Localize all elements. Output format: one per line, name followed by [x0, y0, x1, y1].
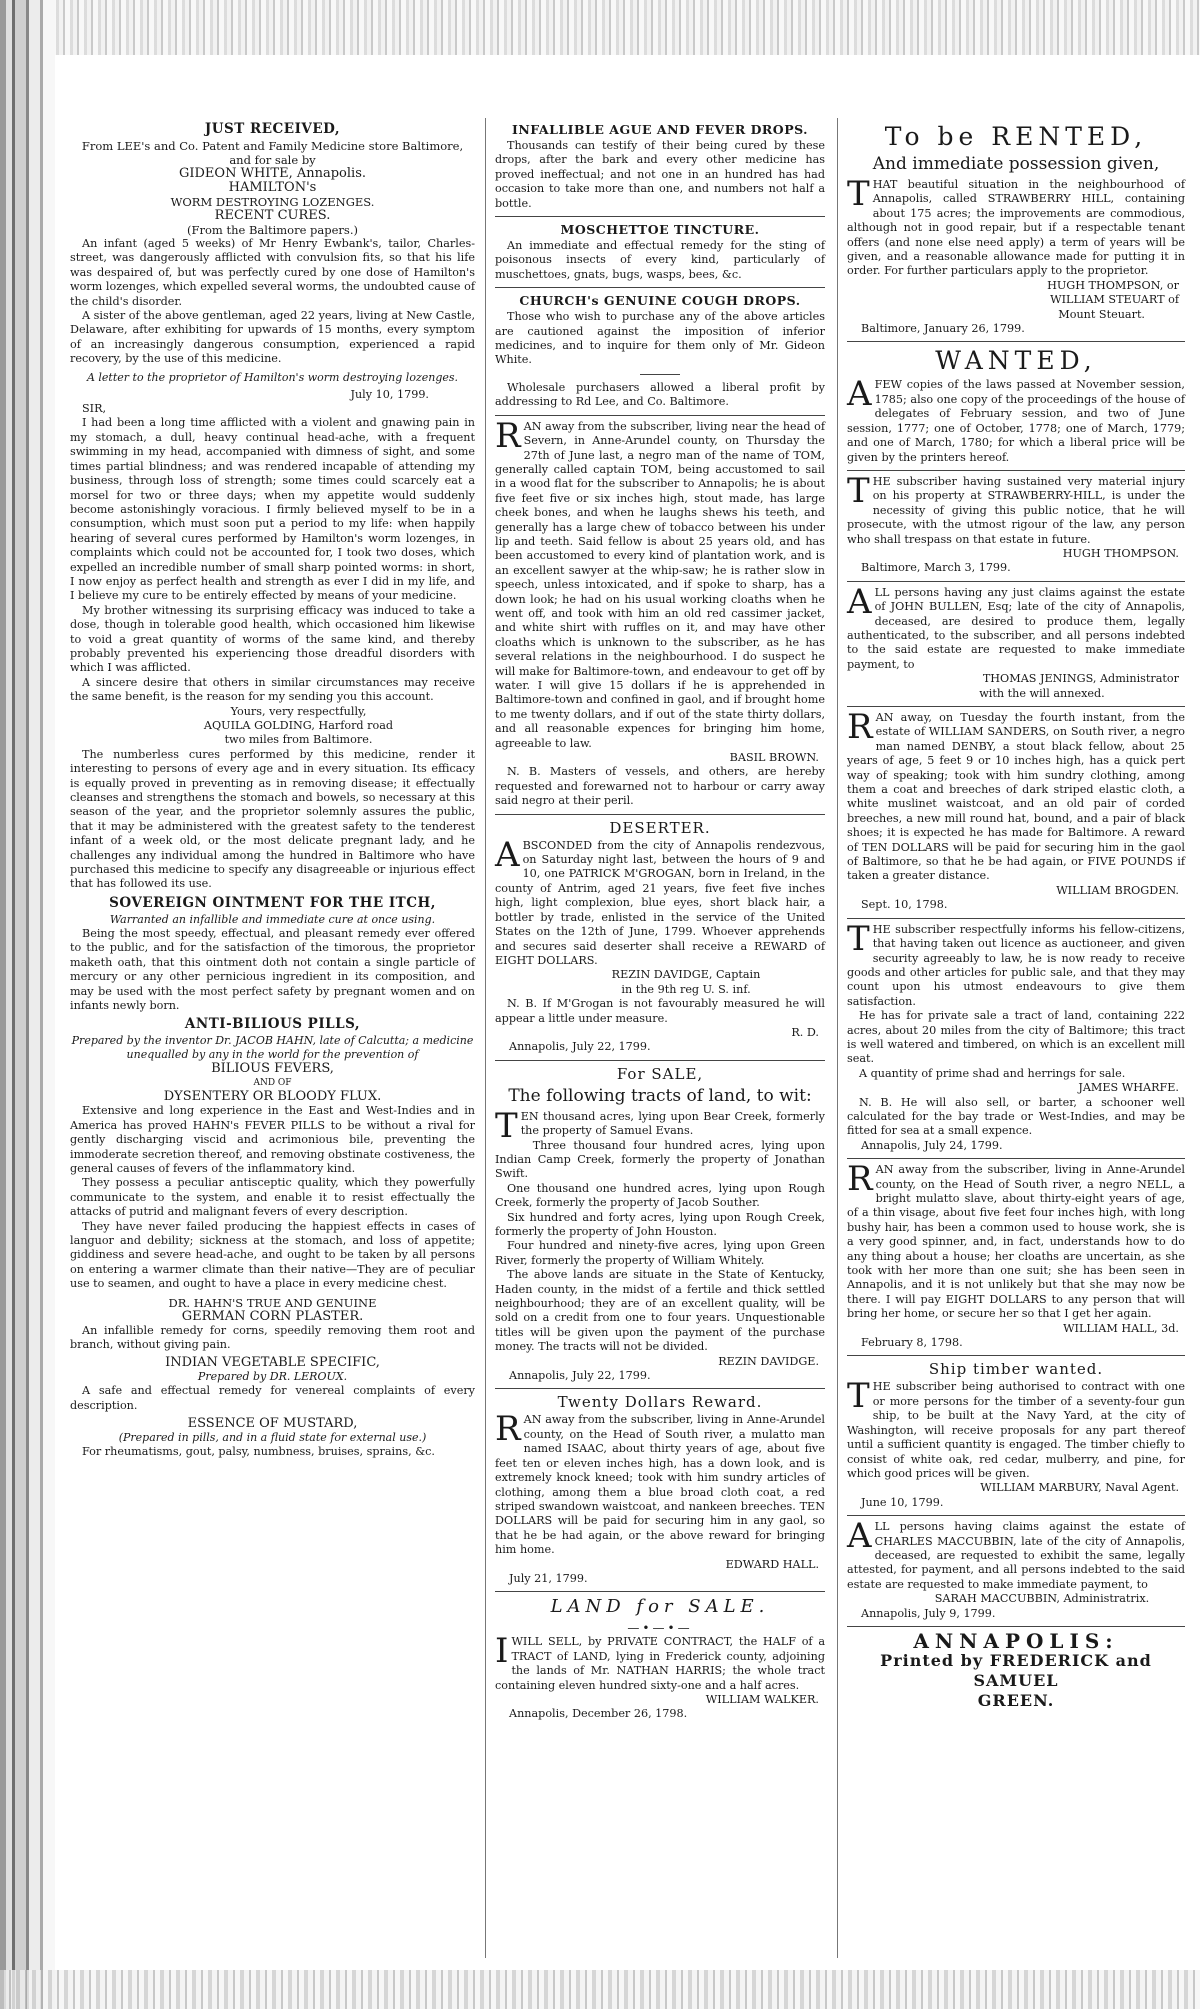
ad-heading-pills: ANTI-BILIOUS PILLS, [184, 1016, 361, 1033]
letter-address: two miles from Baltimore. [224, 733, 373, 747]
ad-paragraph: A sister of the above gentleman, aged 22 years, living at New Castle, Delaware, after exhibiting for upwards of 15 months, every symptom of an increasingly dangerous consumption, experienced a rapid recovery, by the use of this medicine. [70, 309, 475, 366]
ad-subheading: AND OF [253, 1078, 292, 1089]
ad-subheading: DYSENTERY OR BLOODY FLUX. [163, 1089, 382, 1105]
ad-tagline: Prepared by DR. LEROUX. [197, 1370, 348, 1384]
column-2 [495, 118, 825, 1722]
divider [495, 415, 825, 416]
ad-paragraph: The numberless cures performed by this medicine, render it interesting to persons of every age and in every situation. Its efficacy is equally proved in preventing as in removing disease; it effectually cleanses and strengthens the stomach and bowels, so necessary at this season of the year, and the proprietor solemnly assures the public, that it may be administered with the greatest safety to the tenderest infant of a week old, or the most delicate pregnant lady, and he challenges any individual among the hundred in Baltimore who have purchased this medicine to specify any disagreeable or injurious effect that has followed its use. [70, 747, 475, 891]
trespass-notice: THE subscriber having sustained very material injury on his property at STRAWBERRY-HILL, is under the necessity of giving this public notice, that he will prosecute, with the utmost rigour of the law, any person who shall trespass on that estate in future. [847, 470, 1185, 546]
notice-date: Annapolis, July 22, 1799. [509, 1040, 651, 1054]
ad-heading-ague-drops: INFALLIBLE AGUE AND FEVER DROPS. [511, 122, 809, 137]
letter-paragraph: I had been a long time afflicted with a violent and gnawing pain in my stomach, a dull, heavy continual head-ache, with a frequent swimming in my head, accompanied with dimness of sight, and some times partial blindness; and was rendered incapable of attending my business, through loss of strength; some times could scarcely eat a morsel for two or three days; when my appetite would suddenly become astonishingly voracious. I firmly believed myself to be in a consumption, which must soon put a period to my life: when happily hearing of several cures performed by Hamilton's worm lozenges, in complaints which could not be accounted for, I took two doses, which expelled an incredible number of small sharp pointed worms: in short, I now enjoy as perfect health and strength as ever I did in my life, and I believe my cure to be entirely effected by means of your medicine. [70, 416, 475, 603]
letter-paragraph: My brother witnessing its surprising efficacy was induced to take a dose, though in tolerable good health, which occasioned him likewise to void a great quantity of worms of the same kind, and thereby probably prevented his experiencing those dreadful disorders with which I was afflicted. [70, 603, 475, 675]
letter-salutation: SIR, [82, 402, 107, 416]
notice-signature: WILLIAM HALL, 3d. [1063, 1321, 1179, 1335]
ad-paragraph: An infant (aged 5 weeks) of Mr Henry Ewbank's, tailor, Charles-street, was dangerously afflicted with convulsion fits, so that his life was despaired of, but was perfectly cured by one dose of Hamilton's worm lozenges, which expelled several worms, the undoubted cause of the child's disorder. [70, 237, 475, 308]
land-notice: IWILL SELL, by PRIVATE CONTRACT, the HALF of a TRACT of LAND, lying in Frederick county, adjoining the lands of Mr. NATHAN HARRIS; the whole tract containing eleven hundred sixty-one and a half acres. [495, 1631, 825, 1692]
runaway-notice: RAN away from the subscriber, living near the head of Severn, in Anne-Arundel county, on Thursday the 27th of June last, a negro man of the name of TOM, generally called captain TOM, being accustomed to sail in a wood flat for the subscriber to Annapolis; he is about five feet five or six inches high, stout made, has large cheek bones, and when he laughs shews his teeth, and generally has a large chew of tobacco between his under lip and teeth. Said fellow is about 25 years old, and has been accustomed to every kind of plantation work, and is an excellent sawyer at the whip-saw; he is rather slow in speech, unless intoxicated, and if spoke to sharp, has a down look; he had on his usual working cloaths when he went off, and took with him an old red cassimer jacket, and white shirt with ruffles on it, and may have other cloaths which is unknown to the subscriber, as he has several relations in the neighbourhood. I do suspect he will make for Baltimore-town, and endeavour to get off by water. I will give 15 dollars if he is apprehended in Baltimore-town and confined in gaol, and if brought home to me twenty dollars, and if out of the state thirty dollars, and all reasonable expences for bringing him home, agreeable to law. [495, 415, 825, 750]
notice-signature: REZIN DAVIDGE. [718, 1354, 819, 1368]
land-tract: Four hundred and ninety-five acres, lying upon Green River, formerly the property of William Whitely. [495, 1239, 825, 1267]
notice-nb: N. B. If M'Grogan is not favourably measured he will appear a little under measure. [495, 997, 825, 1025]
divider [847, 581, 1185, 582]
letter-heading: A letter to the proprietor of Hamilton's worm destroying lozenges. [86, 370, 459, 384]
ad-subheading: HAMILTON's [228, 180, 317, 195]
divider [847, 470, 1185, 471]
land-tract: Six hundred and forty acres, lying upon Rough Creek, formerly the property of John Houston. [495, 1210, 825, 1238]
ad-heading-tincture: MOSCHETTOE TINCTURE. [560, 222, 760, 238]
ad-heading-to-be-rented: To be RENTED, [884, 122, 1148, 151]
ad-paragraph: Those who wish to purchase any of the above articles are cautioned against the imposition of inferior medicines, and to inquire for them only of Mr. Gideon White. [495, 310, 825, 367]
notice-signature: EDWARD HALL. [725, 1557, 819, 1571]
divider [847, 1626, 1185, 1627]
notice-nb: N. B. Masters of vessels, and others, are hereby requested and forewarned not to harbour or carry away said negro at their peril. [495, 765, 825, 808]
rental-notice: THAT beautiful situation in the neighbourhood of Annapolis, called STRAWBERRY HILL, containing about 175 acres; the improvements are commodious, although not in good repair, but if a respectable tenant offers (and none else need apply) a term of years will be given, and a reasonable allowance made for putting it in order. For further particulars apply to the proprietor. [847, 174, 1185, 278]
notice-date: Sept. 10, 1798. [861, 898, 948, 912]
timber-notice: THE subscriber being authorised to contract with one or more persons for the timber of a seventy-four gun ship, to be built at the Navy Yard, at the city of Washington, will receive proposals for any part thereof until a sufficient quantity is engaged. The timber chiefly to consist of white oak, red cedar, mulberry, and pine, for which good prices will be given. [847, 1376, 1185, 1480]
ad-heading-just-received: JUST RECEIVED, [204, 121, 341, 137]
divider [847, 341, 1185, 342]
ad-tagline: (Prepared in pills, and in a fluid state for external use.) [118, 1431, 427, 1445]
notice-date: Annapolis, July 9, 1799. [861, 1606, 996, 1620]
ad-subheading: DR. HAHN'S TRUE AND GENUINE [168, 1295, 377, 1310]
notice-date: Annapolis, December 26, 1798. [509, 1707, 688, 1721]
runaway-notice: RAN away from the subscriber, living in Anne-Arundel county, on the Head of South river, a negro NELL, a bright mulatto slave, about thirty-eight years of age, of a thin visage, about five feet four inches high, with long bushy hair, has been a common used to house work, she is a very good spinner, and, in fact, understands how to do any thing about a house; her cloaths are uncertain, as she took with her more than one suit; she has been seen in Annapolis, and it is not unlikely but that she may now be there. I will pay EIGHT DOLLARS to any person that will bring her home, or secure her so that I get her again. [847, 1159, 1185, 1321]
notice-date: Annapolis, July 22, 1799. [509, 1369, 651, 1383]
column-rule-right [837, 118, 838, 1958]
ad-heading-ship-timber: Ship timber wanted. [928, 1360, 1104, 1379]
newspaper-page [60, 58, 1190, 1963]
notice-signature: Mount Steuart. [1058, 307, 1145, 321]
ad-heading-deserter: DESERTER. [609, 818, 711, 837]
letter-signature: AQUILA GOLDING, Harford road [203, 719, 394, 732]
scan-binding-edge [0, 0, 55, 2009]
imprint-printers: GREEN. [977, 1690, 1055, 1710]
notice-signature-title: in the 9th reg U. S. inf. [621, 982, 751, 996]
notice-signature: WILLIAM STEUART of [1050, 293, 1179, 307]
ad-paragraph: The above lands are situate in the State of Kentucky, Haden county, in the midst of a fertile and thick settled neighbourhood; they are of an excellent quality, will be sold on a credit from one to four years. Unquestionable titles will be given upon the payment of the purchase money. The tracts will not be divided. [495, 1268, 825, 1354]
runaway-notice: RAN away from the subscriber, living in Anne-Arundel county, on the Head of South river, a mulatto man named ISAAC, about thirty years of age, about five feet ten or eleven inches high, has a down look, and is extremely knock kneed; took with him sundry articles of clothing, among them a blue broad cloth coat, a red striped swandown waistcoat, and nankeen breeches. TEN DOLLARS will be paid for securing him in any gaol, so that he be had again, or the above reward for bringing him home. [495, 1409, 825, 1557]
estate-notice: ALL persons having claims against the estate of CHARLES MACCUBBIN, late of the city of Annapolis, deceased, are requested to exhibit the same, legally attested, for payment, and all persons indebted to the said estate are requested to make immediate payment, to [847, 1516, 1185, 1591]
estate-notice: ALL persons having any just claims against the estate of JOHN BULLEN, Esq; late of the city of Annapolis, deceased, are desired to produce them, legally authenticated, to the subscriber, and all persons indebted to the said estate are requested to make immediate payment, to [847, 581, 1185, 671]
ad-subheading: GERMAN CORN PLASTER. [181, 1308, 364, 1324]
ad-paragraph: A quantity of prime shad and herrings for sale. [859, 1066, 1126, 1080]
deserter-notice: ABSCONDED from the city of Annapolis rendezvous, on Saturday night last, between the hours of 9 and 10, one PATRICK M'GROGAN, born in Ireland, in the county of Antrim, aged 21 years, five feet five inches high, light complexion, blue eyes, short black hair, a bottler by trade, enlisted in the service of the United States on the 12th of June, 1799. Whoever apprehends and secures said deserter shall receive a REWARD of EIGHT DOLLARS. [495, 834, 825, 967]
divider [495, 814, 825, 815]
scan-bottom-edge [0, 1970, 1200, 2009]
column-3 [847, 118, 1185, 1711]
ad-paragraph: Extensive and long experience in the East and West-Indies and in America has proved HAHN's FEVER PILLS to be without a rival for gently discharging viscid and acrimonious bile, preventing the immoderate secretion thereof, and removing obstinate costiveness, the general causes of fevers of the inflammatory kind. [70, 1104, 475, 1175]
notice-date: July 21, 1799. [509, 1571, 588, 1585]
notice-signature: SARAH MACCUBBIN, Administratrix. [934, 1592, 1150, 1606]
land-tract: One thousand one hundred acres, lying upon Rough Creek, formerly the property of Jacob Souther. [495, 1181, 825, 1210]
ad-subheading: ESSENCE OF MUSTARD, [187, 1416, 358, 1432]
land-tract: Three thousand four hundred acres, lying upon Indian Camp Creek, formerly the property of Jonathan Swift. [495, 1138, 825, 1181]
notice-signature: BASIL BROWN. [729, 751, 819, 765]
ad-paragraph: For rheumatisms, gout, palsy, numbness, bruises, sprains, &c. [82, 1445, 435, 1459]
notice-signature: THOMAS JENINGS, Administrator [982, 672, 1179, 686]
divider [495, 1591, 825, 1592]
ad-heading-for-sale: For SALE, [616, 1064, 704, 1083]
ad-paragraph: He has for private sale a tract of land, containing 222 acres, about 20 miles from the city of Baltimore; this tract is well watered and timbered, on which is an excellent mill seat. [847, 1009, 1185, 1066]
scan-top-edge [0, 0, 1200, 55]
ad-heading-wanted: WANTED, [935, 346, 1097, 376]
notice-initials: R. D. [791, 1025, 819, 1039]
letter-paragraph: A sincere desire that others in similar circumstances may receive the same benefit, is the reason for my sending you this account. [70, 675, 475, 704]
ad-text: From LEE's and Co. Patent and Family Medicine store Baltimore, and for sale by [81, 139, 464, 167]
ad-tagline: Warranted an infallible and immediate cure at once using. [109, 912, 436, 926]
divider [495, 1060, 825, 1061]
ad-merchant: GIDEON WHITE, Annapolis. [178, 166, 366, 181]
divider [847, 1355, 1185, 1356]
ad-paragraph: Being the most speedy, effectual, and pleasant remedy ever offered to the public, and for the satisfaction of the timorous, the proprietor maketh oath, that this ointment doth not contain a single particle of mercury or any other pernicious ingredient in its composition, and may be used with the most perfect safety by pregnant women and on infants newly born. [70, 926, 475, 1012]
ad-subheading: RECENT CURES. [214, 208, 331, 223]
ornament: —•—•— [627, 1621, 693, 1636]
ad-heading-cough-drops: CHURCH's GENUINE COUGH DROPS. [519, 293, 801, 309]
ad-tagline: Prepared by the inventor Dr. JACOB HAHN, late of Calcutta; a medicine unequalled by any in the world for the prevention of [71, 1034, 474, 1062]
ad-heading-ointment: SOVEREIGN OINTMENT FOR THE ITCH, [109, 894, 436, 911]
divider [847, 706, 1185, 707]
ad-paragraph: They possess a peculiar antisceptic quality, which they powerfully communicate to the system, and enable it to resist effectually the attacks of putrid and malignant fevers of every description. [70, 1176, 475, 1219]
letter-date: July 10, 1799. [350, 387, 429, 401]
runaway-notice: RAN away, on Tuesday the fourth instant, from the estate of WILLIAM SANDERS, on South river, a negro man named DENBY, a stout black fellow, about 25 years of age, 5 feet 9 or 10 inches high, has a quick pert way of speaking; took with him sundry clothing, among them a coat and breeches of dark striped elastic cloth, a white muslinet waistcoat, and an old pair of corded breeches, a new mill round hat, bound, and a pair of black shoes; it is expected he has made for Baltimore. A reward of TEN DOLLARS will be paid for securing him in the gaol of Baltimore, so that he be had again, or FIVE POUNDS if taken a greater distance. [847, 707, 1185, 883]
notice-signature-title: with the will annexed. [979, 686, 1105, 700]
notice-signature: WILLIAM MARBURY, Naval Agent. [980, 1481, 1179, 1495]
notice-date: February 8, 1798. [861, 1336, 963, 1350]
ad-paragraph: Thousands can testify of their being cured by these drops, after the bark and every other medicine has proved ineffectual; and not one in an hundred has had occasion to take more than one, and numbers not half a bottle. [495, 139, 825, 210]
divider [847, 918, 1185, 919]
ad-heading-reward: Twenty Dollars Reward. [557, 1393, 763, 1412]
auctioneer-notice: THE subscriber respectfully informs his fellow-citizens, that having taken out licence as auctioneer, and given security agreeably to law, he is now ready to receive goods and other articles for public sale, and that they may count upon his utmost endeavours to give them satisfaction. [847, 918, 1185, 1008]
ad-subheading: INDIAN VEGETABLE SPECIFIC, [165, 1355, 380, 1371]
divider [495, 1388, 825, 1389]
column-rule-left [485, 118, 486, 1958]
divider [640, 374, 680, 375]
notice-nb: N. B. He will also sell, or barter, a schooner well calculated for the bay trade or West-Indies, and may be fitted for sea at a small expence. [847, 1095, 1185, 1138]
imprint-city: ANNAPOLIS: [913, 1628, 1119, 1653]
ad-subheading: (From the Baltimore papers.) [187, 223, 358, 237]
notice-signature: WILLIAM WALKER. [705, 1692, 819, 1706]
ad-subheading-tracts: The following tracts of land, to wit: [508, 1085, 812, 1106]
imprint-printers: Printed by FREDERICK and SAMUEL [880, 1650, 1152, 1690]
letter-closing: Yours, very respectfully, [230, 704, 367, 718]
notice-date: June 10, 1799. [861, 1495, 944, 1509]
ad-heading-land-for-sale: LAND for SALE. [550, 1596, 770, 1618]
divider [847, 1158, 1185, 1159]
ad-paragraph: A safe and effectual remedy for venereal complaints of every description. [70, 1384, 475, 1412]
notice-date: Annapolis, July 24, 1799. [861, 1138, 1003, 1152]
notice-date: Baltimore, January 26, 1799. [861, 322, 1025, 336]
ad-subheading: And immediate possession given, [872, 154, 1160, 174]
notice-date: Baltimore, March 3, 1799. [861, 561, 1011, 575]
notice-signature: HUGH THOMPSON, or [1047, 278, 1179, 292]
divider [495, 287, 825, 288]
ad-paragraph: They have never failed producing the happiest effects in cases of languor and debility; sickness at the stomach, and loss of appetite; giddiness and severe head-ache, and ought to be taken by all persons on entering a warmer climate than their native—They are of peculiar use to seamen, and ought to have a place in every medicine chest. [70, 1219, 475, 1291]
ad-paragraph: Wholesale purchasers allowed a liberal profit by addressing to Rd Lee, and Co. Baltimore. [495, 380, 825, 409]
column-1 [70, 118, 475, 1460]
notice-signature: HUGH THOMPSON. [1062, 546, 1179, 560]
divider [495, 216, 825, 217]
divider [847, 1515, 1185, 1516]
notice-signature: WILLIAM BROGDEN. [1056, 883, 1179, 897]
notice-signature: REZIN DAVIDGE, Captain [611, 968, 761, 982]
ad-subheading: WORM DESTROYING LOZENGES. [170, 195, 375, 209]
ad-paragraph: An immediate and effectual remedy for the sting of poisonous insects of every kind, particularly of muschettoes, gnats, bugs, wasps, bees, &c. [495, 239, 825, 281]
ad-subheading: BILIOUS FEVERS, [211, 1061, 334, 1077]
notice-signature: JAMES WHARFE. [1078, 1081, 1179, 1095]
ad-paragraph: An infallible remedy for corns, speedily removing them root and branch, without giving pain. [70, 1323, 475, 1351]
land-tract: TEN thousand acres, lying upon Bear Creek, formerly the property of Samuel Evans. [495, 1105, 825, 1146]
wanted-notice: AFEW copies of the laws passed at November session, 1785; also one copy of the proceedings of the house of delegates of February session, and two of June session, 1777; one of October, 1778; one of March, 1779; and one of March, 1780; for which a liberal price will be given by the printers hereof. [847, 374, 1185, 464]
